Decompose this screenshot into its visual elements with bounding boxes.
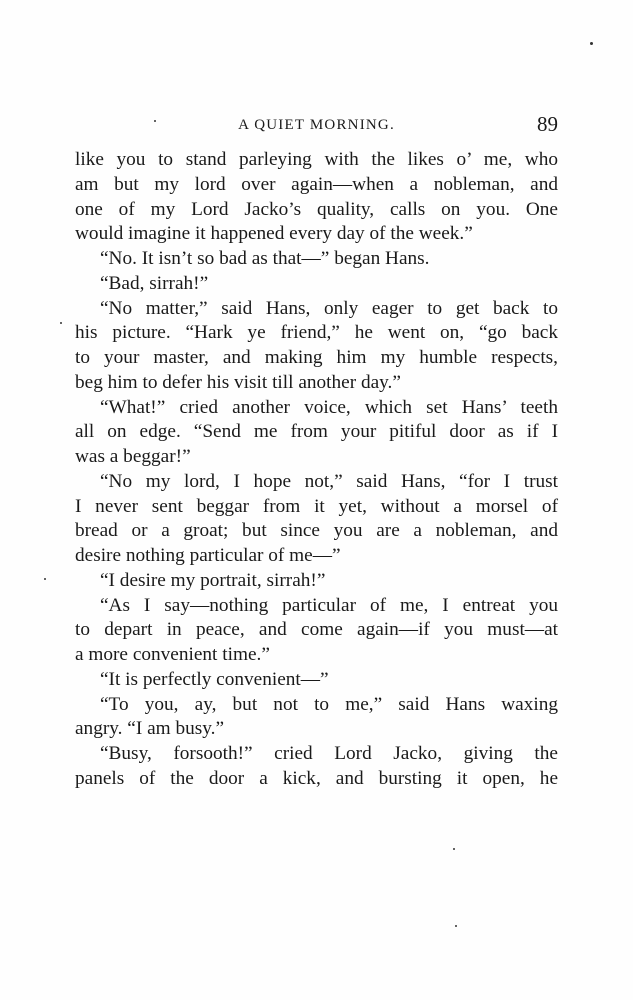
text-line: “No matter,” said Hans, only eager to get back to bbox=[100, 297, 558, 319]
text-line: angry. “I am busy.” bbox=[75, 718, 225, 740]
text-line: “As I say—nothing particular of me, I entreat you bbox=[100, 594, 558, 616]
text-line: “No my lord, I hope not,” said Hans, “for I trust bbox=[100, 470, 558, 492]
text-line: bread or a groat; but since you are a nobleman, and bbox=[75, 520, 558, 542]
text-line: I never sent beggar from it yet, without a morsel of bbox=[75, 495, 558, 517]
text-line: “No. It isn’t so bad as that—” began Hans. bbox=[100, 248, 430, 269]
running-head-title: A QUIET MORNING. bbox=[238, 117, 395, 133]
body-text bbox=[75, 148, 558, 792]
text-line: “What!” cried another voice, which set Hans’ teeth bbox=[100, 396, 558, 418]
text-line: like you to stand parleying with the likes o’ me, who bbox=[75, 149, 558, 170]
text-line: “I desire my portrait, sirrah!” bbox=[100, 569, 326, 591]
page-speck bbox=[455, 925, 457, 927]
text-line: all on edge. “Send me from your pitiful door as if I bbox=[75, 421, 558, 443]
text-line: “Busy, forsooth!” cried Lord Jacko, giving the bbox=[100, 743, 558, 764]
page-speck bbox=[590, 42, 593, 45]
page-number: 89 bbox=[537, 112, 558, 136]
text-line: to your master, and making him my humble respects, bbox=[75, 347, 558, 368]
text-line: “Bad, sirrah!” bbox=[100, 272, 209, 294]
page-speck bbox=[44, 578, 46, 580]
text-line: “To you, ay, but not to me,” said Hans waxing bbox=[100, 693, 558, 715]
text-line: was a beggar!” bbox=[75, 446, 191, 467]
text-line: am but my lord over again—when a nobleman, and bbox=[75, 173, 558, 195]
text-line: to depart in peace, and come again—if you must—at bbox=[75, 619, 558, 641]
text-line: his picture. “Hark ye friend,” he went on, “go back bbox=[75, 322, 558, 344]
page-speck bbox=[453, 848, 455, 850]
page-speck bbox=[60, 322, 62, 324]
text-line: panels of the door a kick, and bursting it open, he bbox=[75, 767, 558, 789]
text-line: a more convenient time.” bbox=[75, 644, 270, 665]
text-line: one of my Lord Jacko’s quality, calls on you. One bbox=[75, 198, 558, 220]
text-line: “It is perfectly convenient—” bbox=[100, 668, 329, 690]
text-line: desire nothing particular of me—” bbox=[75, 545, 341, 566]
text-line: beg him to defer his visit till another day.” bbox=[75, 371, 401, 393]
text-line: would imagine it happened every day of the week.” bbox=[75, 223, 473, 245]
running-head bbox=[75, 112, 558, 138]
